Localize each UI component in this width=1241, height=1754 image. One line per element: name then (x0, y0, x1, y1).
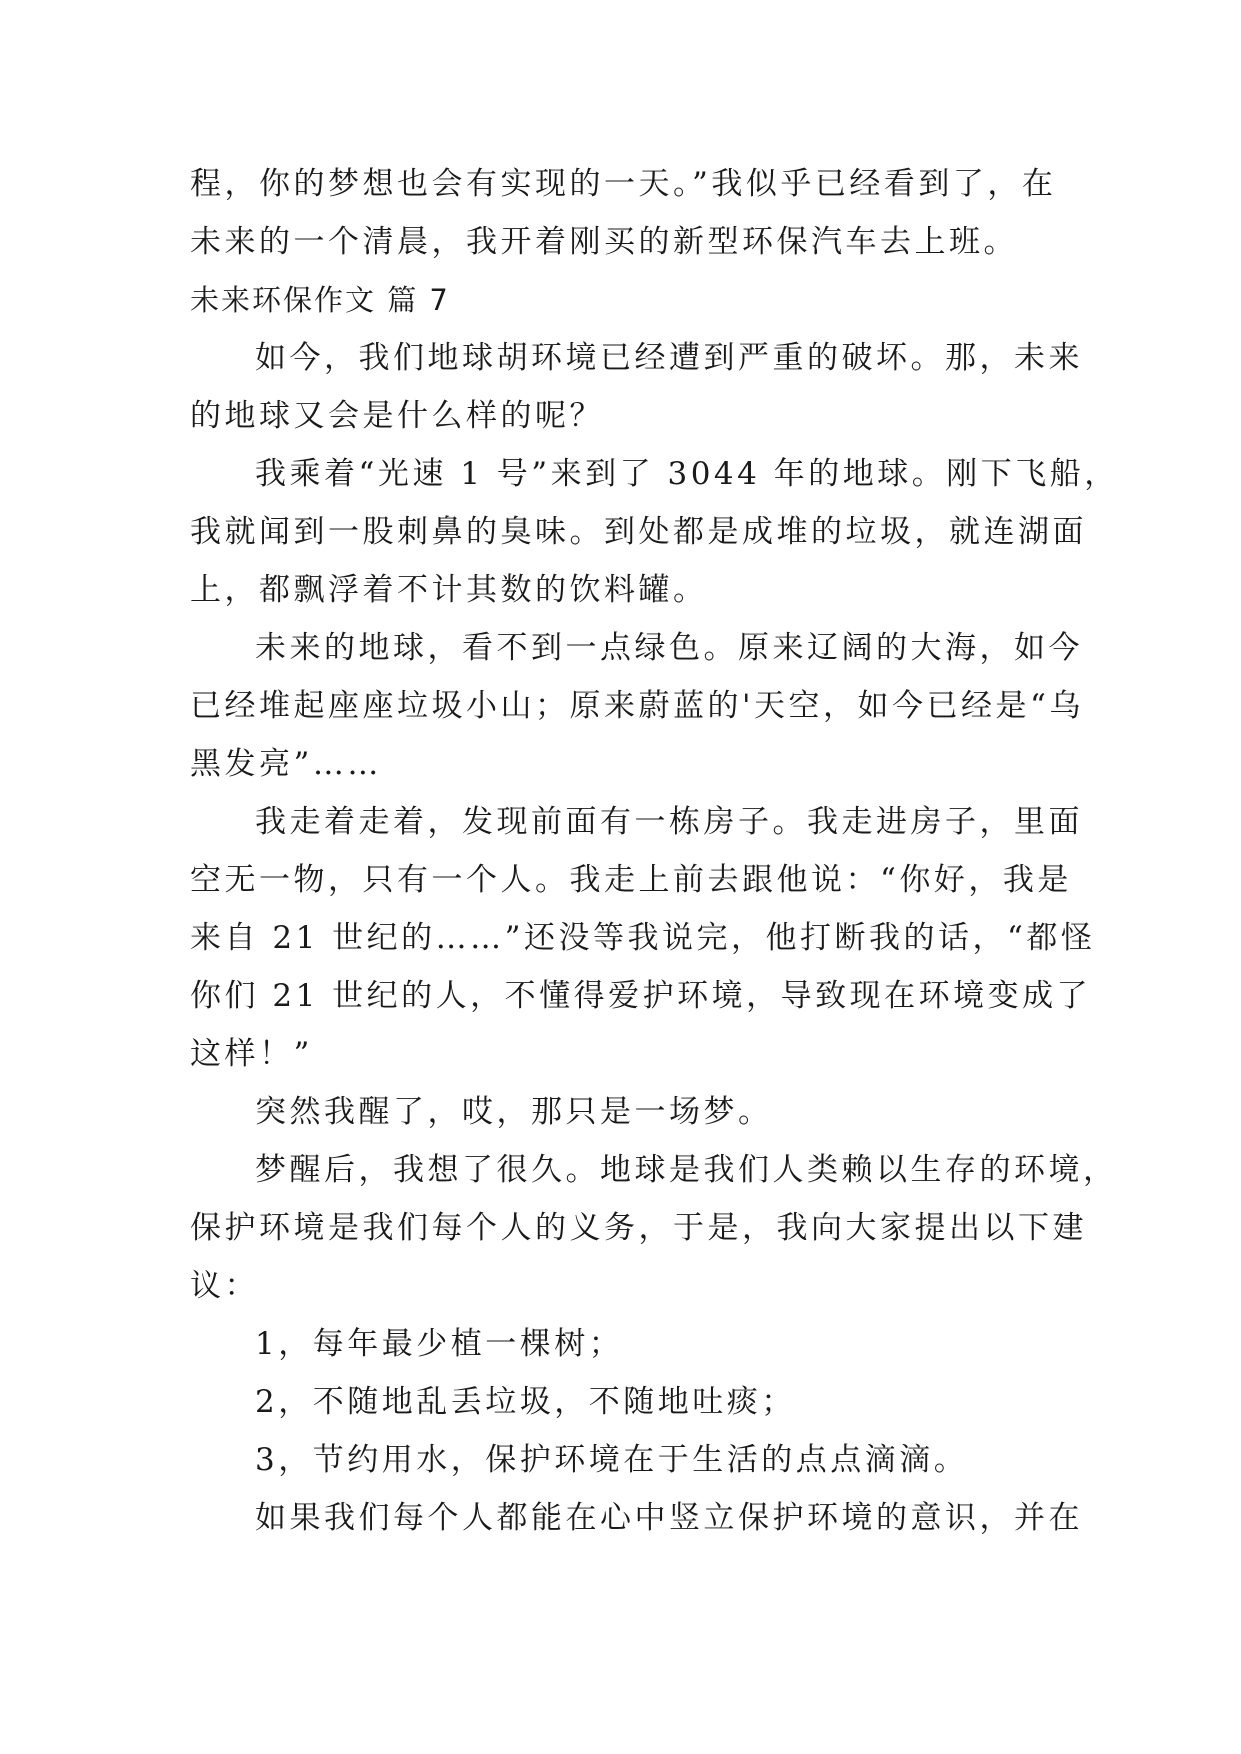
text-line: 程，你的梦想也会有实现的一天。”我似乎已经看到了，在 (190, 166, 1057, 202)
paragraph-start: 如今，我们地球胡环境已经遭到严重的破坏。那，未来 (255, 340, 1083, 376)
section-heading: 未来环保作文 篇 7 (190, 283, 450, 317)
paragraph-start: 突然我醒了，哎，那只是一场梦。 (255, 1094, 773, 1130)
list-item: 3，节约用水，保护环境在于生活的点点滴滴。 (255, 1442, 969, 1478)
text-line: 我就闻到一股刺鼻的臭味。到处都是成堆的垃圾，就连湖面 (190, 514, 1087, 550)
text-line: 黑发亮”…… (190, 746, 382, 782)
text-line: 上，都飘浮着不计其数的饮料罐。 (190, 572, 708, 608)
text-line: 来自 21 世纪的……”还没等我说完，他打断我的话，“都怪 (190, 920, 1096, 956)
text-line: 未来的一个清晨，我开着刚买的新型环保汽车去上班。 (190, 224, 1018, 260)
text-line: 议： (190, 1268, 259, 1304)
text-line: 空无一物，只有一个人。我走上前去跟他说：“你好，我是 (190, 862, 1072, 898)
paragraph-start: 未来的地球，看不到一点绿色。原来辽阔的大海，如今 (255, 630, 1083, 666)
list-item: 1，每年最少植一棵树； (255, 1326, 624, 1362)
text-line: 已经堆起座座垃圾小山；原来蔚蓝的'天空，如今已经是“乌 (190, 688, 1084, 724)
paragraph-start: 梦醒后，我想了很久。地球是我们人类赖以生存的环境， (255, 1152, 1118, 1188)
list-item: 2，不随地乱丢垃圾，不随地吐痰； (255, 1384, 796, 1420)
paragraph-start: 我乘着“光速 1 号”来到了 3044 年的地球。刚下飞船， (255, 456, 1119, 492)
text-line: 的地球又会是什么样的呢？ (190, 398, 604, 434)
text-line: 这样！” (190, 1036, 313, 1072)
text-line: 保护环境是我们每个人的义务，于是，我向大家提出以下建 (190, 1210, 1087, 1246)
paragraph-start: 我走着走着，发现前面有一栋房子。我走进房子，里面 (255, 804, 1083, 840)
article-body (190, 155, 1119, 1547)
paragraph-start: 如果我们每个人都能在心中竖立保护环境的意识，并在 (255, 1500, 1083, 1536)
text-line: 你们 21 世纪的人，不懂得爱护环境，导致现在环境变成了 (190, 978, 1092, 1014)
